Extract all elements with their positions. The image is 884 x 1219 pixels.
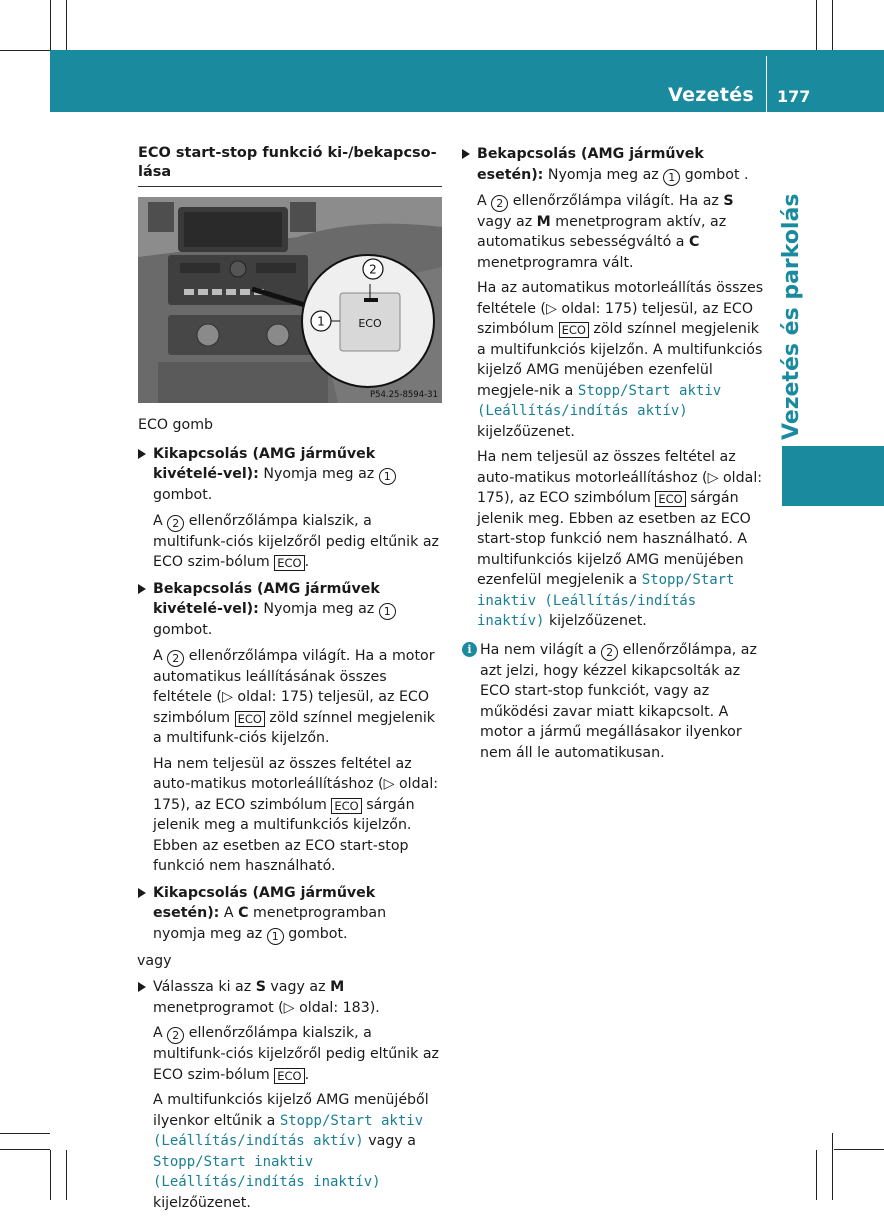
step-disable-amg: Kikapcsolás (AMG járművek esetén): A C menetprogramban nyomja meg az 1 gombot. — [138, 883, 442, 945]
eco-symbol-icon: ECO — [235, 711, 265, 727]
crop-mark — [0, 1149, 50, 1150]
figure-code: P54.25-8594-31 — [369, 390, 438, 400]
header-bar — [50, 50, 884, 112]
eco-symbol-icon: ECO — [331, 798, 361, 814]
chapter-title: Vezetés — [668, 84, 754, 106]
page-number: 177 — [777, 87, 811, 106]
callout-1: 1 — [317, 314, 325, 329]
callout-1-icon: 1 — [379, 468, 396, 485]
callout-1-icon: 1 — [663, 169, 680, 186]
step-enable-non-amg: Bekapcsolás (AMG járművek kivételé-vel): Nyomja meg az 1 gombot. A 2 ellenőrzőlámpa világít. Ha a motor automatikus leállításának összes feltétele (▷ oldal: 175) teljesül, az ECO szimbólum ECO zöld színnel megjelenik a multifunk-ciós kijelzőn. Ha nem teljesül az összes feltétel az auto-matikus motorleállításhoz (▷ oldal: 175), az ECO szimbólum ECO sárgán jelenik meg a multifunkciós kijelzőn. Ebben az esetben az ECO start-stop funkció nem használható. — [138, 579, 442, 877]
eco-symbol-icon: ECO — [274, 555, 304, 571]
crop-mark — [0, 1133, 50, 1134]
display-message-inactive: Stopp/Start inaktiv (Leállítás/indítás inaktív) — [153, 1153, 381, 1190]
crop-mark — [66, 1150, 67, 1200]
callout-2-icon: 2 — [167, 515, 184, 532]
crop-mark — [834, 1149, 884, 1150]
bullet-triangle-icon — [462, 149, 470, 159]
step-select-program: Válassza ki az S vagy az M menetprogramot (▷ oldal: 183). A 2 ellenőrzőlámpa kialszik, a multifunk-ciós kijelzőről pedig eltűnik az ECO szim-bólum ECO . A multifunkciós kijelző AMG menüjéből ilyenkor eltűnik a Stopp/Start aktiv (Leállítás/indítás aktív) vagy a Stopp/Start inaktiv (Leállítás/indítás inaktív) kijelzőüzenet. — [138, 977, 442, 1213]
right-column — [462, 144, 768, 763]
left-column — [138, 144, 442, 1219]
crop-mark — [832, 1133, 833, 1200]
info-note: i Ha nem világít a 2 ellenőrzőlámpa, az azt jelzi, hogy kézzel kikapcsolták az ECO start-stop funkciót, vagy az működési zavar miatt kikapcsolt. A motor a jármű megállásakor ilyenkor nem áll le automatikusan. — [462, 640, 768, 764]
callout-1-icon: 1 — [379, 603, 396, 620]
callout-2: 2 — [369, 262, 377, 277]
crop-mark — [66, 0, 67, 50]
bullet-triangle-icon — [138, 982, 146, 992]
figure-caption: ECO gomb — [138, 417, 214, 433]
step-disable-non-amg: Kikapcsolás (AMG járművek kivételé-vel): Nyomja meg az 1 gombot. A 2 ellenőrzőlámpa kialszik, a multifunk-ciós kijelzőről pedig eltűnik az ECO szim-bólum ECO . — [138, 444, 442, 573]
dashboard-illustration — [138, 197, 442, 403]
info-icon: i — [462, 642, 477, 657]
step-enable-amg: Bekapcsolás (AMG járművek esetén): Nyomja meg az 1 gombot . A 2 ellenőrzőlámpa világít. Ha az S vagy az M menetprogram aktív, az automatikus sebességváltó a C menetprogramra vált. Ha az automatikus motorleállítás összes feltétele (▷ oldal: 175) teljesül, az ECO szimbólum ECO zöld színnel megjelenik a multifunkciós kijelzőn. A multifunkciós kijelző AMG menüjében ezenfelül megjele-nik a Stopp/Start aktiv (Leállítás/indítás aktív) kijelzőüzenet. Ha nem teljesül az összes feltétel az auto-matikus motorleállításhoz (▷ oldal: 175), az ECO szimbólum ECO sárgán jelenik meg. Ebben az esetben az ECO start-stop funkció nem használható. A multifunkciós kijelző AMG menüjében ezenfelül megjelenik a Stopp/Start inaktiv (Leállítás/indítás inaktív) kijelzőüzenet. — [462, 144, 768, 632]
callout-2-icon: 2 — [167, 650, 184, 667]
display-message-inactive: Stopp/Start inaktiv (Leállítás/indítás inaktív) — [477, 572, 735, 629]
side-tab-block — [782, 446, 884, 506]
side-tab-label: Vezetés és parkolás — [779, 193, 804, 440]
callout-2-icon: 2 — [491, 195, 508, 212]
eco-button-label: ECO — [358, 317, 382, 330]
eco-symbol-icon: ECO — [274, 1068, 304, 1084]
bullet-triangle-icon — [138, 449, 146, 459]
header-separator — [766, 56, 767, 112]
crop-mark — [816, 0, 817, 50]
crop-mark — [50, 1150, 51, 1200]
section-title: ECO start-stop funkció ki-/bekapcso-lása — [138, 144, 442, 187]
display-message-active: Stopp/Start aktiv (Leállítás/indítás aktív) — [153, 1112, 424, 1149]
bullet-triangle-icon — [138, 888, 146, 898]
eco-symbol-icon: ECO — [655, 491, 685, 507]
eco-symbol-icon: ECO — [559, 322, 589, 338]
callout-2-icon: 2 — [601, 644, 618, 661]
callout-2-icon: 2 — [167, 1027, 184, 1044]
display-message-active: Stopp/Start aktiv (Leállítás/indítás aktív) — [477, 382, 722, 419]
callout-1-icon: 1 — [267, 928, 284, 945]
crop-mark — [816, 1150, 817, 1200]
crop-mark — [832, 0, 833, 50]
or-text: vagy — [137, 952, 172, 969]
bullet-triangle-icon — [138, 584, 146, 594]
dashboard-figure — [138, 197, 442, 403]
crop-mark — [0, 50, 50, 51]
crop-mark — [50, 0, 51, 50]
